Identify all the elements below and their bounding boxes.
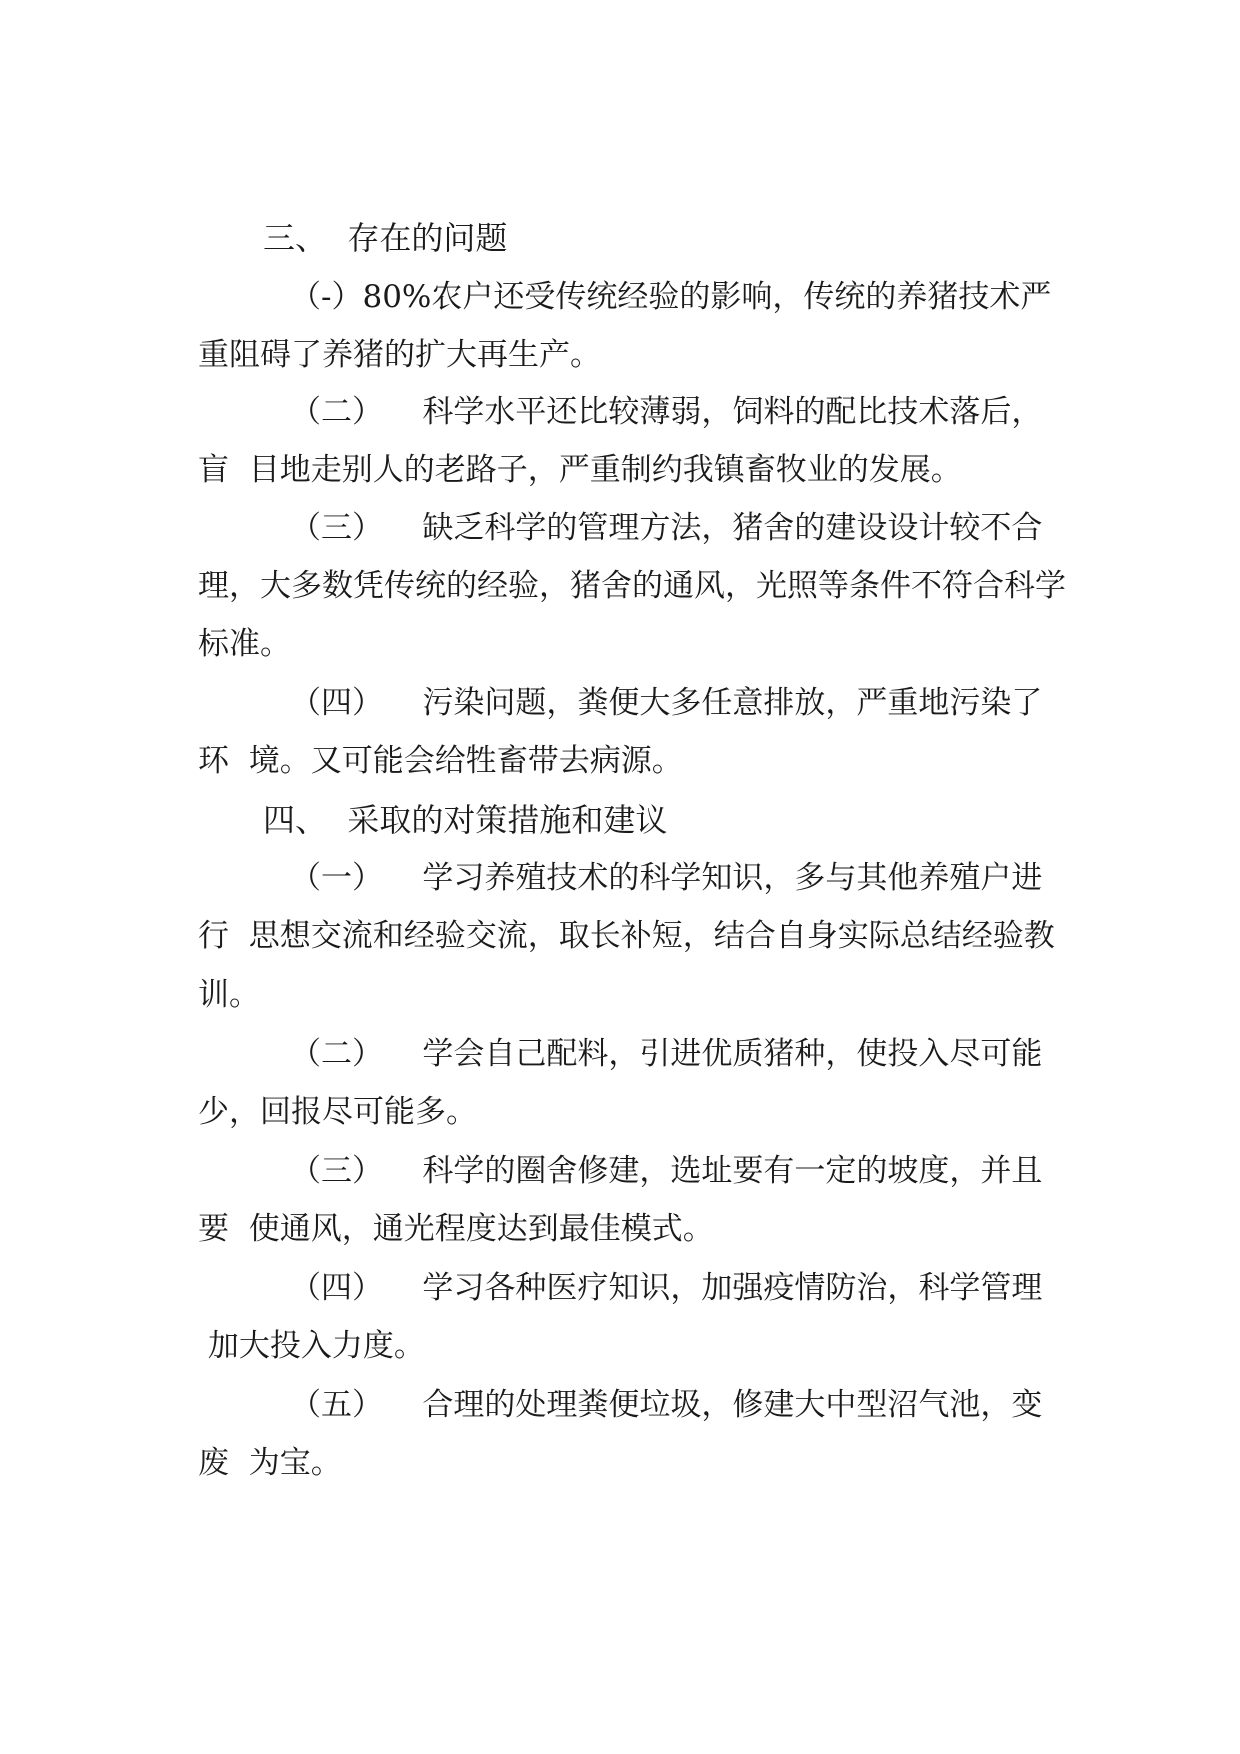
paragraph-line: 废 为宝。 — [198, 1445, 342, 1481]
paragraph-line: （-）80%农户还受传统经验的影响，传统的养猪技术严 — [290, 279, 1052, 315]
paragraph-line: （四） 学习各种医疗知识，加强疫情防治，科学管理 — [290, 1270, 1043, 1306]
paragraph-line: 训。 — [198, 977, 260, 1013]
paragraph-line: 重阻碍了养猪的扩大再生产。 — [198, 337, 601, 373]
paragraph-line: 标准。 — [198, 626, 291, 662]
paragraph-line: （三） 科学的圈舍修建，选址要有一定的坡度，并且 — [290, 1153, 1043, 1189]
paragraph-line: 环 境。又可能会给牲畜带去病源。 — [198, 743, 683, 779]
paragraph-line: （三） 缺乏科学的管理方法，猪舍的建设设计较不合 — [290, 510, 1043, 546]
paragraph-line: 理，大多数凭传统的经验，猪舍的通风，光照等条件不符合科学 — [198, 568, 1066, 604]
paragraph-line: 加大投入力度。 — [198, 1328, 425, 1364]
paragraph-line: （二） 学会自己配料，引进优质猪种，使投入尽可能 — [290, 1036, 1043, 1072]
paragraph-line: 要 使通风，通光程度达到最佳模式。 — [198, 1211, 714, 1247]
paragraph-line: （四） 污染问题，粪便大多任意排放，严重地污染了 — [290, 685, 1043, 721]
paragraph-line: （一） 学习养殖技术的科学知识，多与其他养殖户进 — [290, 860, 1043, 896]
paragraph-line: （五） 合理的处理粪便垃圾，修建大中型沼气池，变 — [290, 1387, 1043, 1423]
paragraph-line: 少，回报尽可能多。 — [198, 1094, 477, 1130]
paragraph-line: 行 思想交流和经验交流，取长补短，结合自身实际总结经验教 — [198, 918, 1055, 954]
section-heading: 四、 采取的对策措施和建议 — [263, 801, 668, 839]
section-heading: 三、 存在的问题 — [263, 219, 508, 257]
paragraph-line: 盲 目地走别人的老路子，严重制约我镇畜牧业的发展。 — [198, 452, 962, 488]
paragraph-line: （二） 科学水平还比较薄弱，饲料的配比技术落后， — [290, 394, 1043, 430]
